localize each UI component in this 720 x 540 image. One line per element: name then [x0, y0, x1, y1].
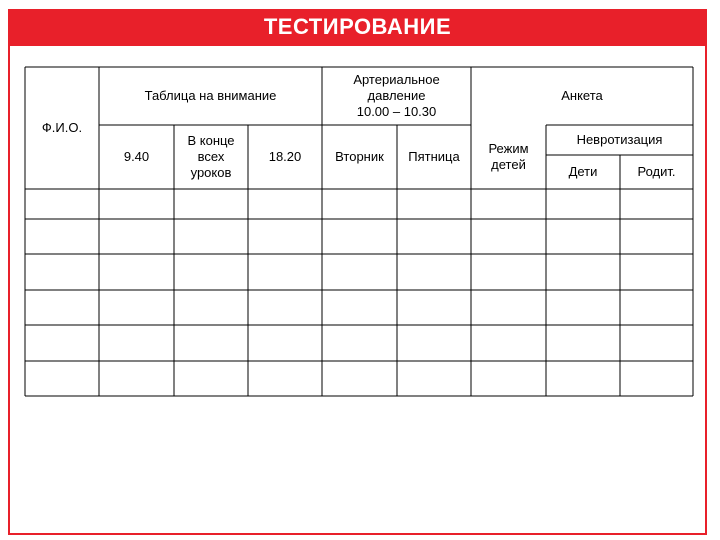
header-children-regime: Режим детей [488, 141, 529, 172]
header-blood-pressure: Артериальное давление 10.00 – 10.30 [353, 72, 440, 119]
header-end-of-lessons: В конце всех уроков [187, 133, 235, 180]
header-survey: Анкета [561, 88, 603, 103]
header-children: Дети [568, 164, 598, 179]
header-time-1820: 18.20 [268, 149, 302, 164]
header-fio: Ф.И.О. [41, 120, 83, 135]
page-title: ТЕСТИРОВАНИЕ [263, 14, 452, 39]
header-parents: Родит. [637, 164, 676, 179]
header-tuesday: Вторник [335, 149, 384, 164]
header-friday: Пятница [408, 149, 460, 164]
header-time-940: 9.40 [123, 149, 150, 164]
header-neuroticism: Невротизация [576, 132, 663, 147]
header-attention-table: Таблица на внимание [144, 88, 277, 103]
